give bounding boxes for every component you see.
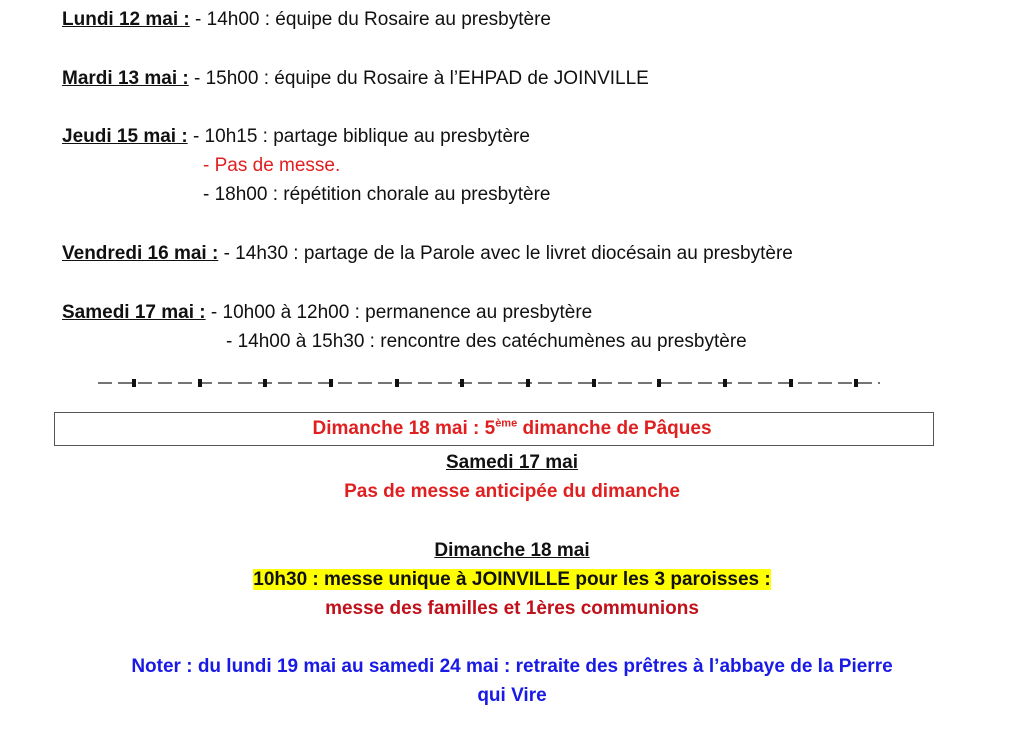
entry-item: - 14h30 : partage de la Parole avec le livret diocésain au presbytère xyxy=(223,243,793,264)
sunday-heading: Dimanche 18 mai xyxy=(434,540,590,561)
day-label: Lundi 12 mai : xyxy=(62,9,190,30)
mass-line-wrapper xyxy=(0,568,1024,592)
saturday-heading: Samedi 17 mai xyxy=(445,452,579,473)
entry-item-no-mass: - Pas de messe. xyxy=(203,155,341,176)
entry-item: - 10h15 : partage biblique au presbytère xyxy=(192,126,530,147)
entry-item: - 14h00 à 15h30 : rencontre des catéchumènes au presbytère xyxy=(226,331,747,352)
entry-mardi xyxy=(62,67,649,91)
entry-item: - 14h00 : équipe du Rosaire au presbytère xyxy=(195,9,551,30)
dash-dot-separator xyxy=(98,373,880,393)
entry-samedi xyxy=(62,301,592,325)
saturday-note: Pas de messe anticipée du dimanche xyxy=(344,481,680,502)
day-label: Jeudi 15 mai : xyxy=(62,126,188,147)
sunday-title: Dimanche 18 mai : 5ème dimanche de Pâques xyxy=(312,417,712,439)
note-line-2: qui Vire xyxy=(477,685,547,706)
day-label: Vendredi 16 mai : xyxy=(62,243,219,264)
entry-item: - 15h00 : équipe du Rosaire à l’EHPAD de JOINVILLE xyxy=(194,68,649,89)
note-line-1: Noter : du lundi 19 mai au samedi 24 mai : retraite des prêtres à l’abbaye de la Pierre xyxy=(131,656,893,677)
mass-detail: messe des familles et 1ères communions xyxy=(325,598,699,619)
entry-jeudi xyxy=(62,125,530,149)
day-label: Mardi 13 mai : xyxy=(62,68,189,89)
entry-vendredi xyxy=(62,242,793,266)
entry-item: - 10h00 à 12h00 : permanence au presbytère xyxy=(210,302,593,323)
mass-line: 10h30 : messe unique à JOINVILLE pour les 3 paroisses : xyxy=(253,569,771,590)
entry-item: - 18h00 : répétition chorale au presbytère xyxy=(203,184,551,205)
day-label: Samedi 17 mai : xyxy=(62,302,206,323)
entry-lundi xyxy=(62,8,551,32)
